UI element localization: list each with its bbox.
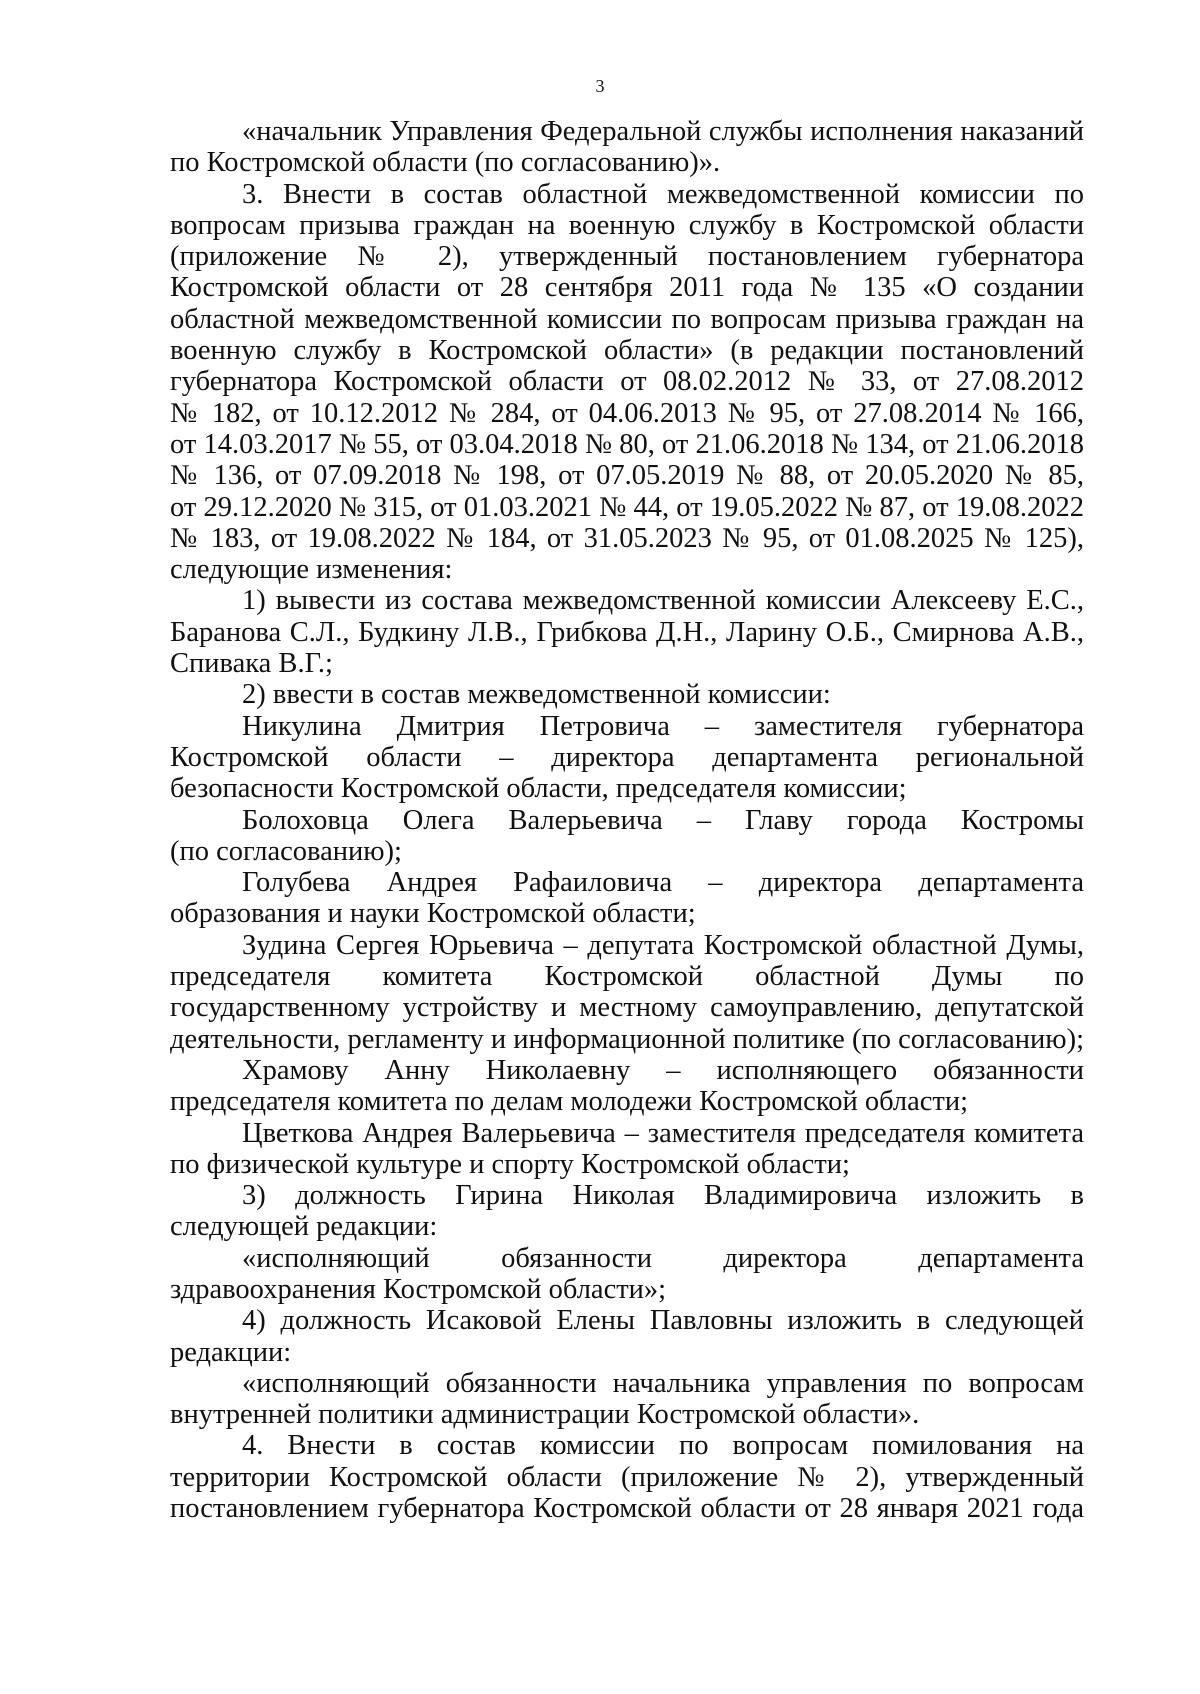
text-line: деятельности, регламенту и информационной политике (по согласованию); [170,1023,1084,1055]
text-line: по физической культуре и спорту Костромской области; [170,1148,850,1180]
text-line: постановлением губернатора Костромской области от 28 января 2021 года [170,1493,1084,1525]
text-line: областной межведомственной комиссии по вопросам призыва граждан на [170,303,1084,335]
text-line: 3. Внести в состав областной межведомственной комиссии по [242,178,1084,210]
text-line: безопасности Костромской области, председателя комиссии; [170,773,907,805]
text-line: внутренней политики администрации Костромской области». [170,1399,920,1431]
text-line: Никулина Дмитрия Петровича – заместителя губернатора [242,710,1084,742]
text-line: 3) должность Гирина Николая Владимировича изложить в [242,1180,1084,1212]
text-line: Храмову Анну Николаевну – исполняющего обязанности [242,1054,1084,1086]
document-body [170,116,1084,1524]
text-line: Голубева Андрея Рафаиловича – директора департамента [242,867,1084,899]
text-line: председателя комитета Костромской областной Думы по [170,961,1084,993]
text-line: (приложение № 2), утвержденный постановлением губернатора [170,241,1084,273]
text-line: 4. Внести в состав комиссии по вопросам помилования на [242,1430,1084,1462]
text-line: «начальник Управления Федеральной службы исполнения наказаний [242,116,1084,147]
text-line: (по согласованию); [170,835,402,867]
text-line: территории Костромской области (приложение № 2), утвержденный [170,1461,1084,1493]
text-line: № 182, от 10.12.2012 № 284, от 04.06.2013 № 95, от 27.08.2014 № 166, [170,397,1084,429]
text-line: от 29.12.2020 № 315, от 01.03.2021 № 44, от 19.05.2022 № 87, от 19.08.2022 [170,491,1084,523]
text-line: «исполняющий обязанности директора департамента [242,1242,1084,1274]
page-number: 3 [595,76,605,96]
text-line: Баранова С.Л., Будкину Л.В., Грибкова Д.Н., Ларину О.Б., Смирнова А.В., [170,616,1084,648]
text-line: от 14.03.2017 № 55, от 03.04.2018 № 80, от 21.06.2018 № 134, от 21.06.2018 [170,428,1084,460]
text-line: Зудина Сергея Юрьевича – депутата Костромской областной Думы, [242,929,1084,961]
text-line: государственному устройству и местному самоуправлению, депутатской [170,992,1084,1024]
text-line: № 183, от 19.08.2022 № 184, от 31.05.2023 № 95, от 01.08.2025 № 125), [170,522,1084,554]
text-line: Спивака В.Г.; [170,648,333,680]
text-line: Болоховца Олега Валерьевича – Главу города Костромы [242,804,1084,836]
text-line: следующей редакции: [170,1211,438,1243]
text-line: здравоохранения Костромской области»; [170,1273,667,1305]
text-line: Костромской области от 28 сентября 2011 года № 135 «О создании [170,272,1084,304]
text-line: по Костромской области (по согласованию)». [170,147,721,179]
text-line: редакции: [170,1336,292,1368]
text-line: председателя комитета по делам молодежи Костромской области; [170,1086,969,1118]
text-line: образования и науки Костромской области; [170,898,696,930]
text-line: № 136, от 07.09.2018 № 198, от 07.05.2019 № 88, от 20.05.2020 № 85, [170,460,1084,492]
text-line: «исполняющий обязанности начальника управления по вопросам [242,1367,1084,1399]
text-line: губернатора Костромской области от 08.02.2012 № 33, от 27.08.2012 [170,366,1084,398]
text-line: военную службу в Костромской области» (в редакции постановлений [170,335,1084,367]
text-line: 4) должность Исаковой Елены Павловны изложить в следующей [242,1305,1084,1337]
text-line: 2) ввести в состав межведомственной комиссии: [242,679,831,711]
text-line: следующие изменения: [170,554,453,586]
text-line: вопросам призыва граждан на военную службу в Костромской области [170,209,1084,241]
text-line: Цветкова Андрея Валерьевича – заместителя председателя комитета [242,1117,1084,1149]
text-line: 1) вывести из состава межведомственной комиссии Алексееву Е.С., [242,585,1084,617]
text-line: Костромской области – директора департамента региональной [170,741,1084,773]
